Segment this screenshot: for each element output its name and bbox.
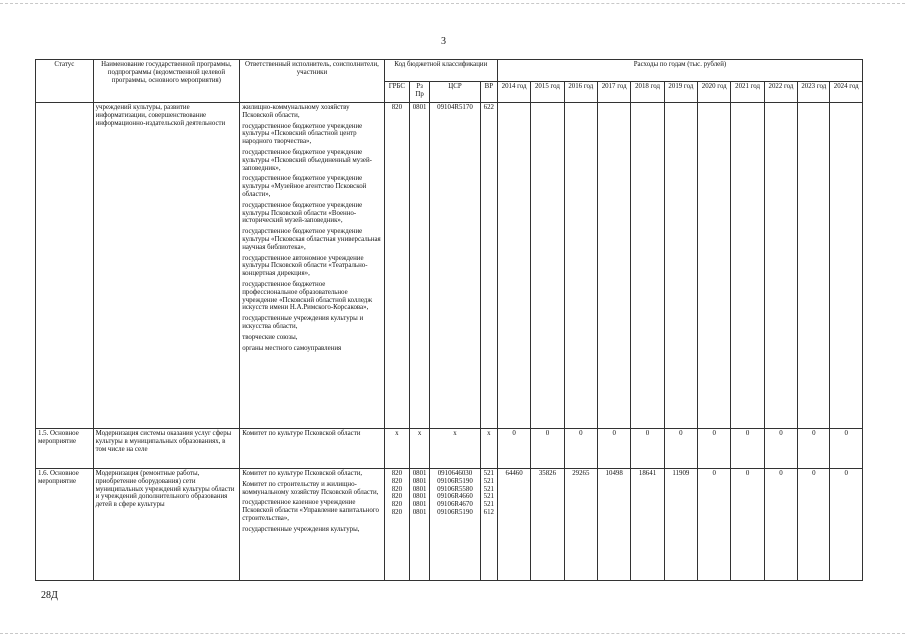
cell-amount: 0 (830, 469, 863, 581)
executor-item: государственные учреждения культуры и искусства области, (242, 315, 364, 330)
code-rzpr: 0801 (412, 493, 427, 501)
cell-csr: 09104R5170 (430, 103, 481, 429)
cell-executors (240, 469, 385, 581)
cell-amount: 11909 (664, 469, 697, 581)
cell-amount: 0 (764, 429, 797, 469)
cell-amount: 29265 (564, 469, 597, 581)
cell-amount: 0 (731, 429, 764, 469)
scan-edge-bottom (0, 633, 905, 634)
code-grbs: 820 (391, 470, 403, 477)
header-name: Наименование государственной программы, подпрограммы (ведомственной целевой программы, основного мероприятия) (93, 60, 240, 103)
header-expenses: Расходы по годам (тыс. рублей) (497, 60, 862, 82)
code-csr: 09106R5190 (437, 477, 473, 485)
cell-amount-empty (731, 103, 764, 429)
cell-amount-empty (798, 103, 830, 429)
executor-item: государственные учреждения культуры, (242, 525, 360, 533)
cell-status-empty (36, 103, 94, 429)
code-rzpr: 0801 (412, 470, 427, 477)
cell-amount: 0 (830, 429, 863, 469)
table-row-continuation (36, 103, 863, 429)
executor-item: органы местного самоуправления (242, 344, 342, 352)
cell-name: учреждений культуры, развитие информатизации, совершенствование информационно-издательской деятельности (93, 103, 240, 429)
cell-amount-empty (698, 103, 731, 429)
header-year: 2024 год (830, 82, 863, 103)
cell-amount: 0 (764, 469, 797, 581)
cell-vr-list (480, 469, 497, 581)
executor-item: государственное бюджетное учреждение культуры «Псковский объединенный музей-заповедник», (242, 148, 372, 172)
footer-mark: 28Д (41, 590, 58, 601)
cell-amount: 0 (531, 429, 564, 469)
code-vr: 521 (483, 501, 494, 509)
header-year: 2016 год (564, 82, 597, 103)
cell-amount-empty (597, 103, 630, 429)
table-row-1-6 (36, 469, 863, 581)
cell-grbs: 820 (384, 103, 409, 429)
code-vr: 612 (483, 508, 494, 516)
executor-item: государственное бюджетное учреждение культуры «Псковский областной центр народного творчества», (242, 122, 363, 146)
header-year: 2020 год (698, 82, 731, 103)
cell-amount: 0 (731, 469, 764, 581)
code-grbs: 820 (391, 477, 403, 485)
header-year: 2014 год (497, 82, 530, 103)
executor-item: государственное бюджетное профессиональное образовательное учреждение «Псковский областной колледж искусств имени Н.А.Римского-Корсакова», (242, 280, 373, 312)
cell-rzpr-list (410, 469, 430, 581)
code-grbs: 820 (391, 501, 403, 509)
cell-amount-empty (531, 103, 564, 429)
executor-item: жилищно-коммунальному хозяйству Псковской области, (242, 104, 350, 119)
code-vr: 521 (483, 493, 494, 501)
header-year: 2015 год (531, 82, 564, 103)
header-csr: ЦСР (430, 82, 481, 103)
header-rzpr: Рз Пр (410, 82, 430, 103)
header-status: Статус (36, 60, 94, 103)
cell-status: 1.5. Основное мероприятие (36, 429, 94, 469)
cell-vr: x (480, 429, 497, 469)
header-grbs: ГРБС (384, 82, 409, 103)
cell-amount: 0 (698, 469, 731, 581)
header-year: 2017 год (597, 82, 630, 103)
cell-amount: 0 (798, 429, 830, 469)
code-vr: 521 (483, 485, 494, 493)
cell-amount: 10498 (597, 469, 630, 581)
scan-edge-top (0, 3, 905, 4)
cell-amount: 0 (564, 429, 597, 469)
cell-rzpr: x (410, 429, 430, 469)
page-number: 3 (441, 36, 446, 47)
executor-item: государственное бюджетное учреждение культуры «Музейное агентство Псковской области», (242, 175, 367, 198)
code-rzpr: 0801 (412, 501, 427, 509)
cell-amount-empty (764, 103, 797, 429)
executor-item: Комитет по строительству и жилищно-коммунальному хозяйству Псковской области, (242, 480, 379, 496)
cell-vr: 622 (480, 103, 497, 429)
table-row-1-5 (36, 429, 863, 469)
cell-amount-empty (664, 103, 697, 429)
cell-csr-list (430, 469, 481, 581)
cell-grbs-list (384, 469, 409, 581)
cell-amount: 0 (798, 469, 830, 581)
header-year: 2023 год (798, 82, 830, 103)
executor-item: государственное бюджетное учреждение культуры «Псковская областная универсальная научная библиотека», (242, 228, 381, 251)
header-year: 2022 год (764, 82, 797, 103)
header-budget-code: Код бюджетной классификации (384, 60, 497, 82)
cell-amount: 0 (664, 429, 697, 469)
code-vr: 521 (483, 477, 494, 485)
cell-amount: 0 (698, 429, 731, 469)
code-rzpr: 0801 (412, 477, 427, 485)
code-csr: 0910646030 (437, 470, 473, 477)
program-table (35, 59, 863, 581)
header-executor: Ответственный исполнитель, соисполнители, участники (240, 60, 385, 103)
cell-executors (240, 103, 385, 429)
cell-amount-empty (631, 103, 664, 429)
code-grbs: 820 (391, 485, 403, 493)
code-rzpr: 0801 (412, 508, 427, 516)
code-grbs: 820 (391, 493, 403, 501)
cell-amount: 64460 (497, 469, 530, 581)
cell-amount: 0 (631, 429, 664, 469)
code-rzpr: 0801 (412, 485, 427, 493)
executor-item: творческие союзы, (242, 333, 298, 341)
cell-name: Модернизация (ремонтные работы, приобретение оборудования) сети муниципальных учреждений культуры области и учреждений дополнительного образования детей в сфере культуры (93, 469, 240, 581)
executor-item: государственное казенное учреждение Псковской области «Управление капитального строительства», (242, 499, 379, 522)
cell-amount: 35826 (531, 469, 564, 581)
cell-rzpr: 0801 (410, 103, 430, 429)
cell-name: Модернизация системы оказания услуг сферы культуры в муниципальных образованиях, в том числе на селе (93, 429, 240, 469)
cell-amount: 0 (497, 429, 530, 469)
code-vr: 521 (483, 470, 494, 477)
cell-amount-empty (830, 103, 863, 429)
executor-item: Комитет по культуре Псковской области, (242, 470, 363, 477)
cell-status: 1.6. Основное мероприятие (36, 469, 94, 581)
cell-amount-empty (497, 103, 530, 429)
cell-amount: 18641 (631, 469, 664, 581)
executor-item: государственное автономное учреждение культуры Псковской области «Театрально-концертная дирекция», (242, 254, 368, 278)
cell-csr: x (430, 429, 481, 469)
header-vr: ВР (480, 82, 497, 103)
code-grbs: 820 (391, 508, 403, 516)
header-year: 2019 год (664, 82, 697, 103)
cell-amount: 0 (597, 429, 630, 469)
executor-item: государственное бюджетное учреждение культуры Псковской области «Военно-исторический музей-заповедник», (242, 201, 363, 225)
cell-grbs: x (384, 429, 409, 469)
code-csr: 09106R4670 (437, 501, 473, 509)
header-year: 2021 год (731, 82, 764, 103)
code-csr: 09106R4660 (437, 493, 473, 501)
header-year: 2018 год (631, 82, 664, 103)
cell-amount-empty (564, 103, 597, 429)
code-csr: 09106R5190 (437, 508, 473, 516)
cell-executor: Комитет по культуре Псковской области (240, 429, 385, 469)
code-csr: 09106R5580 (437, 485, 473, 493)
